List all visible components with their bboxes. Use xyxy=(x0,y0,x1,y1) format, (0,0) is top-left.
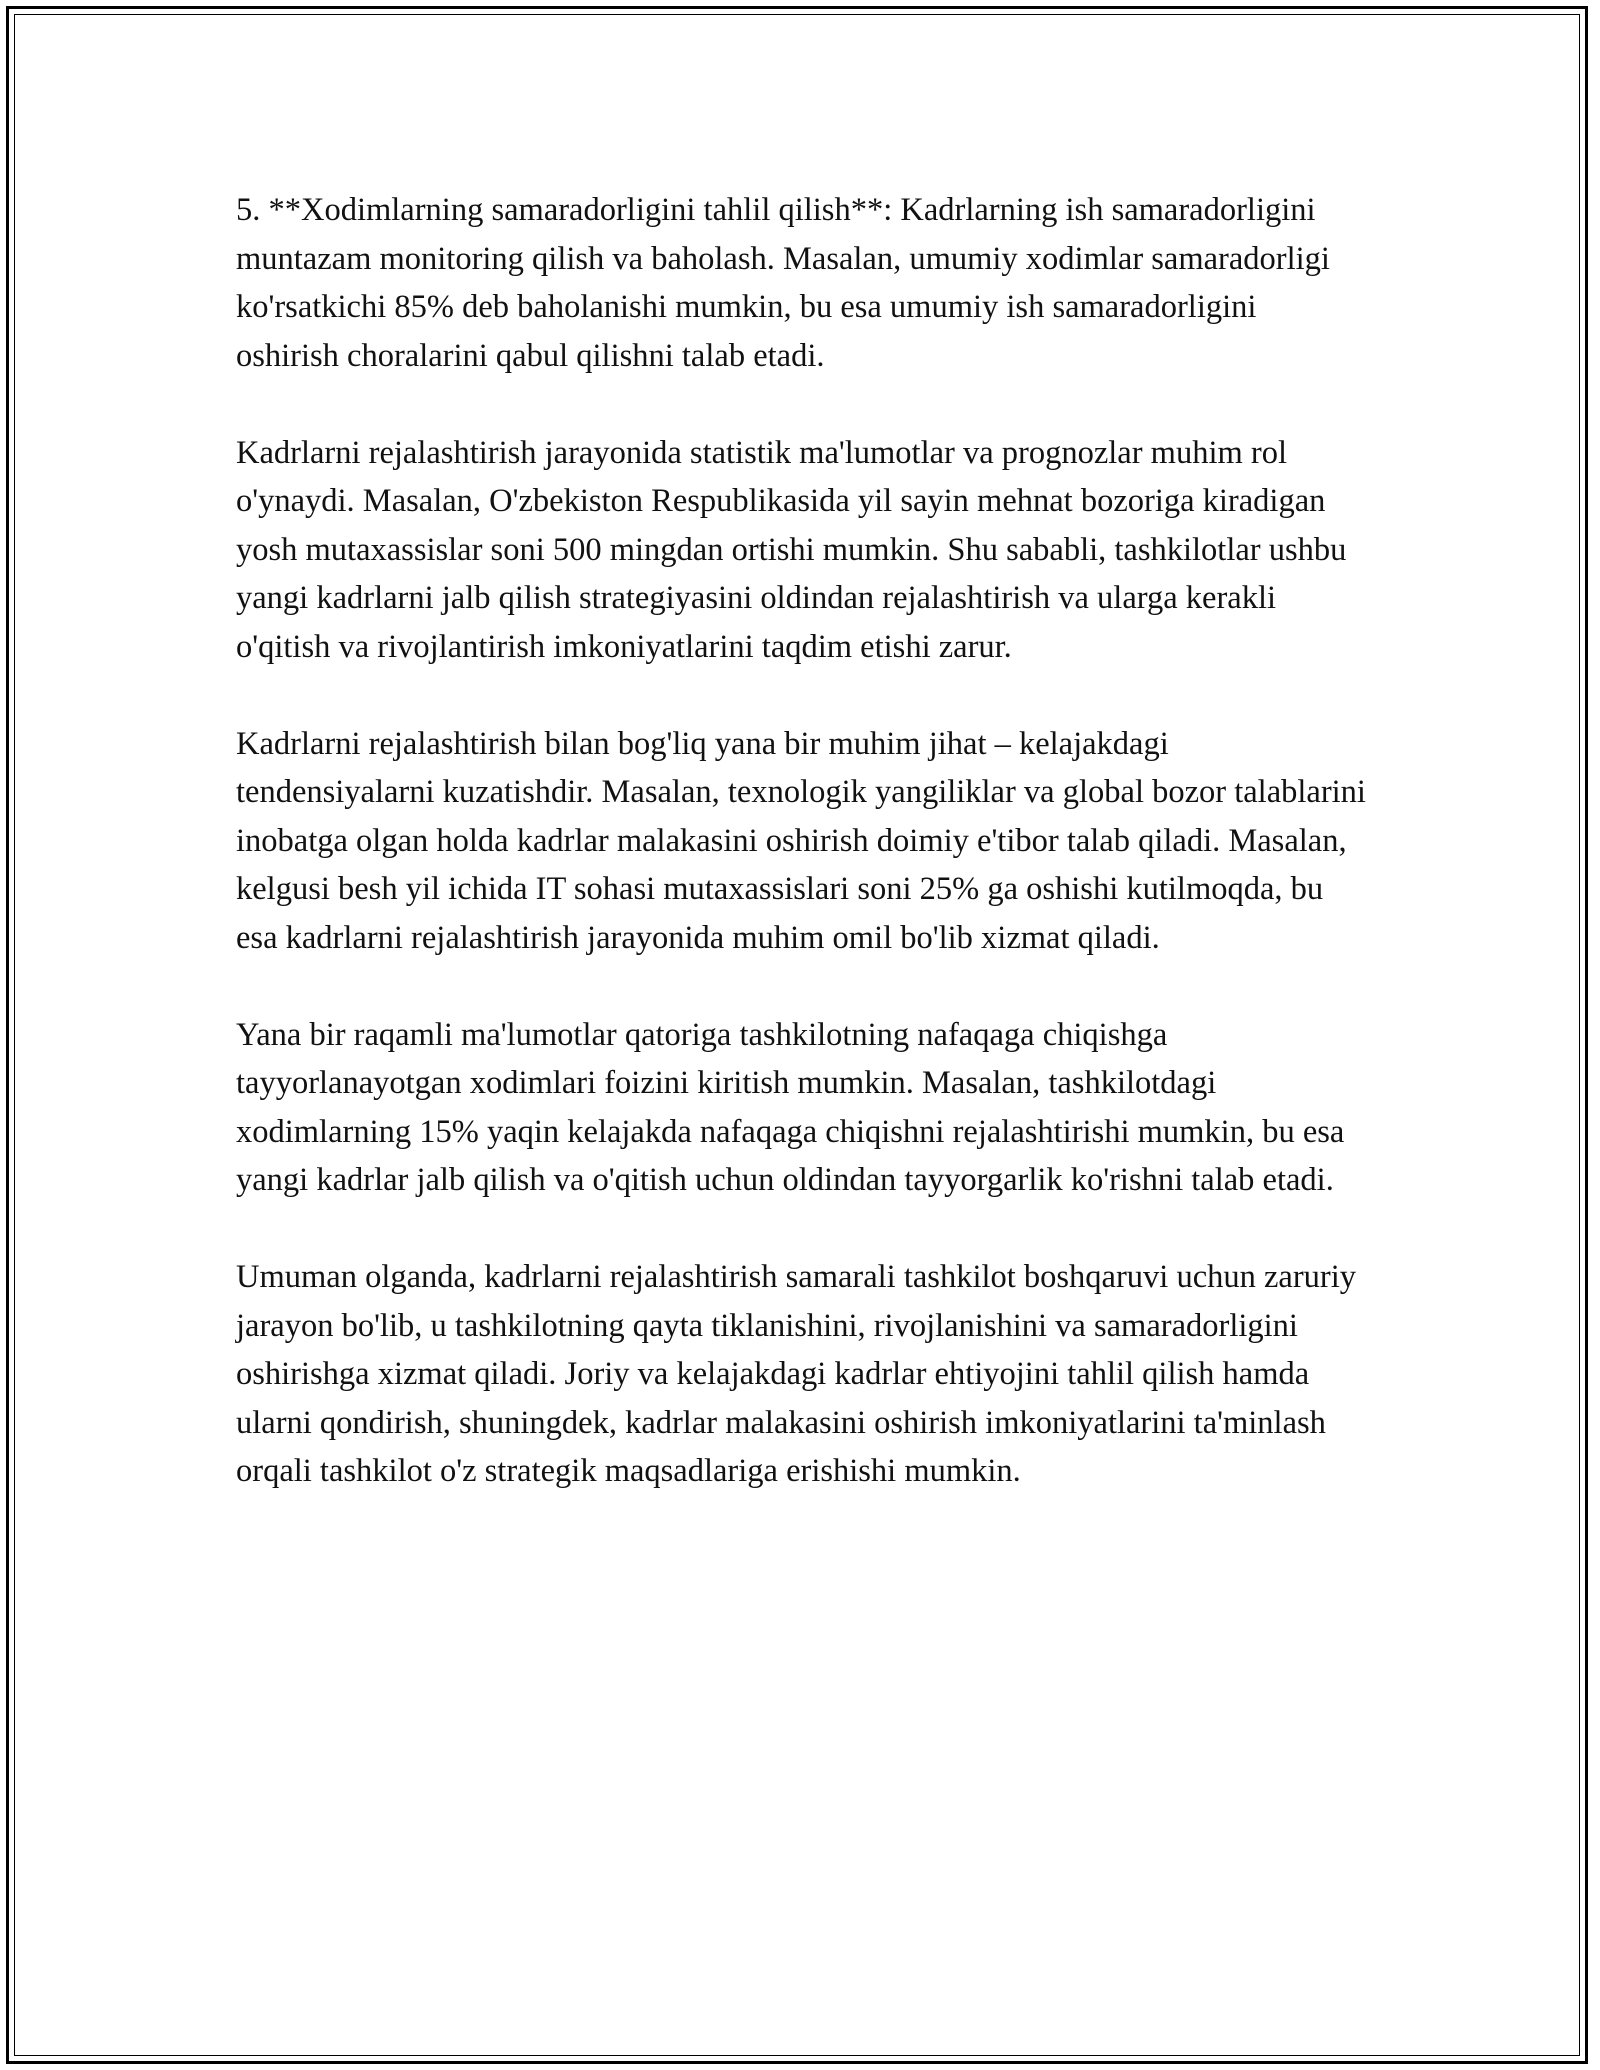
document-body xyxy=(236,186,1366,1544)
paragraph-retirement-data: Yana bir raqamli ma'lumotlar qatoriga tashkilotning nafaqaga chiqishga tayyorlanayotgan xodimlari foizini kiritish mumkin. Masalan, tashkilotdagi xodimlarning 15% yaqin kelajakda nafaqaga chiqishni rejalashtirishi mumkin, bu esa yangi kadrlar jalb qilish va o'qitish uchun oldindan tayyorgarlik ko'rishni talab etadi. xyxy=(236,1016,1345,1198)
paragraph-performance-analysis: 5. **Xodimlarning samaradorligini tahlil qilish**: Kadrlarning ish samaradorligini muntazam monitoring qilish va baholash. Masalan, umumiy xodimlar samaradorligi ko'rsatkichi 85% deb baholanishi mumkin, bu esa umumiy ish samaradorligini oshirish choralarini qabul qilishni talab etadi. xyxy=(236,192,1330,374)
paragraph-statistics-forecasts: Kadrlarni rejalashtirish jarayonida statistik ma'lumotlar va prognozlar muhim rol o'ynaydi. Masalan, O'zbekiston Respublikasida yil sayin mehnat bozoriga kiradigan yosh mutaxassislar soni 500 mingdan ortishi mumkin. Shu sababli, tashkilotlar ushbu yangi kadrlarni jalb qilish strategiyasini oldindan rejalashtirish va ularga kerakli o'qitish va rivojlantirish imkoniyatlarini taqdim etishi zarur. xyxy=(236,434,1347,665)
paragraph-conclusion: Umuman olganda, kadrlarni rejalashtirish samarali tashkilot boshqaruvi uchun zaruriy jarayon bo'lib, u tashkilotning qayta tiklanishini, rivojlanishini va samaradorligini oshirishga xizmat qiladi. Joriy va kelajakdagi kadrlar ehtiyojini tahlil qilish hamda ularni qondirish, shuningdek, kadrlar malakasini oshirish imkoniyatlarini ta'minlash orqali tashkilot o'z strategik maqsadlariga erishishi mumkin. xyxy=(236,1259,1357,1489)
paragraph-future-trends: Kadrlarni rejalashtirish bilan bog'liq yana bir muhim jihat – kelajakdagi tendensiyalarni kuzatishdir. Masalan, texnologik yangiliklar va global bozor talablarini inobatga olgan holda kadrlar malakasini oshirish doimiy e'tibor talab qiladi. Masalan, kelgusi besh yil ichida IT sohasi mutaxassislari soni 25% ga oshishi kutilmoqda, bu esa kadrlarni rejalashtirish jarayonida muhim omil bo'lib xizmat qiladi. xyxy=(236,725,1366,956)
